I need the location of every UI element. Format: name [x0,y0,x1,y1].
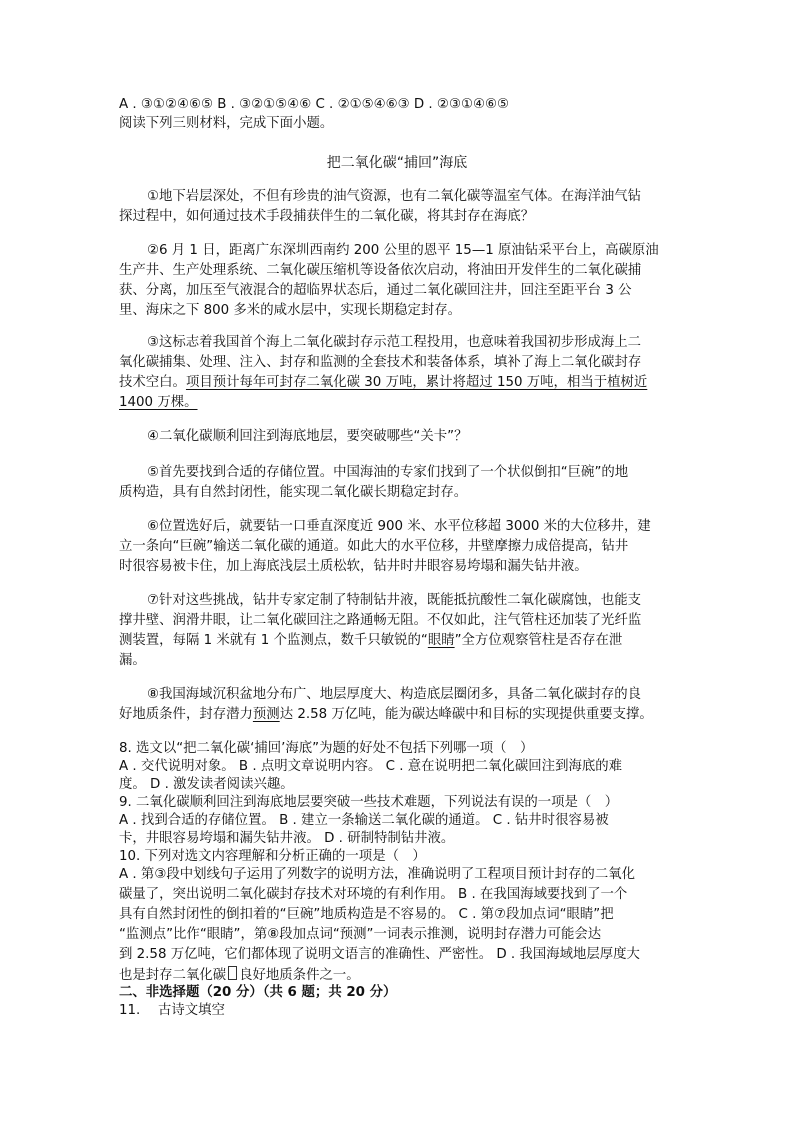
paragraph-2-line: 里、海床之下 800 多米的咸水层中，实现长期稳定封存。 [119,303,462,318]
question-10-options: A . 第③段中划线句子运用了列数字的说明方法，准确说明了工程项目预计封存的二氧化 [119,867,635,882]
paragraph-1-line: 探过程中，如何通过技术手段捕获伴生的二氧化碳，将其封存在海底？ [119,209,535,224]
question-10-options: 到 2.58 万亿吨，它们都体现了说明文语言的准确性、严密性。 D . 我国海域地层厚度大 [119,947,640,962]
paragraph-7-line [119,632,622,650]
paragraph-3-line: 氧化碳捕集、处理、注入、封存和监测的全套技术和装备体系，填补了海上二氧化碳封存 [119,355,642,370]
paragraph-8-line [119,706,653,724]
paragraph-4: ④二氧化碳顺利回注到海底地层，要突破哪些“关卡”？ [147,429,468,444]
question-10-options: 碳量了，突出说明二氧化碳封存技术对环境的有利作用。 B . 在我国海域要找到了一个 [119,887,628,902]
paragraph-6-line: ⑥位置选好后，就要钻一口垂直深度近 900 米、水平位移超 3000 米的大位移井，建 [147,519,651,534]
question-8-options: A . 交代说明对象。 B . 点明文章说明内容。 C . 意在说明把二氧化碳回注到海底的难 [119,759,623,774]
question-10-text: 也是封存二氧化碳 [119,968,227,983]
paragraph-3-line [119,394,198,412]
question-10-text: 良好地质条件之一。 [239,968,360,983]
question-9-options: A . 找到合适的存储位置。 B . 建立一条输送二氧化碳的通道。 C . 钻井时很容易被 [119,813,609,828]
question-10-options: 具有自然封闭性的倒扣着的“巨碗”地质构造是不容易的。 C . 第⑦段加点词“眼睛”把 [119,907,614,922]
previous-question-options: A . ③①②④⑥⑤ B . ③②①⑤④⑥ C . ②①⑤④⑥③ D . ②③①④⑥⑤ [119,97,509,112]
paragraph-2-line: ②6 月 1 日，距离广东深圳西南约 200 公里的恩平 15—1 原油钻采平台上，高碳原油 [147,243,659,258]
question-9-options: 卡，井眼容易垮塌和漏失钻井液。 D . 研制特制钻井液。 [119,831,455,846]
paragraph-7-line: 撑井壁、润滑井眼，让二氧化碳回注之路通畅无阻。不仅如此，注气管柱还加装了光纤监 [119,613,642,628]
paragraph-6-line: 时很容易被卡住，加上海底浅层土质松软，钻井时井眼容易垮塌和漏失钻井液。 [119,559,588,574]
paragraph-5-line: ⑤首先要找到合适的存储位置。中国海油的专家们找到了一个状似倒扣“巨碗”的地 [147,465,629,480]
question-9-stem: 9. 二氧化碳顺利回注到海底地层要突破一些技术难题，下列说法有误的一项是（ ） [119,795,619,810]
paragraph-7-line: 漏。 [119,653,146,668]
underlined-sentence-end: 1400 万棵。 [119,395,198,410]
paragraph-2-line: 生产井、生产处理系统、二氧化碳压缩机等设备依次启动，将油田开发伴生的二氧化碳捕 [119,263,642,278]
question-10-options: “监测点”比作“眼睛”，第⑧段加点词“预测”一词表示推测，说明封存潜力可能会达 [119,927,602,942]
paragraph-5-line: 质构造，具有自然封闭性，能实现二氧化碳长期稳定封存。 [119,485,468,500]
paragraph-8-line: ⑧我国海域沉积盆地分布广、地层厚度大、构造底层圈闭多，具备二氧化碳封存的良 [147,687,642,702]
question-11-heading: 11. 古诗文填空 [119,1003,225,1018]
section-2-heading: 二、非选择题（20 分）（共 6 题；共 20 分） [119,985,397,1000]
question-10-stem: 10. 下列对选文内容理解和分析正确的一项是（ ） [119,849,426,864]
paragraph-8-text: 达 2.58 万亿吨，能为碳达峰碳中和目标的实现提供重要支撑。 [279,707,653,722]
paragraph-7-text: ”全方位观察管柱是否存在泄 [454,633,623,648]
reading-instruction: 阅读下列三则材料，完成下面小题。 [119,116,334,131]
paragraph-6-line: 立一条向“巨碗”输送二氧化碳的通道。如此大的水平位移，井壁摩擦力成倍提高，钻井 [119,539,629,554]
question-8-options: 度。 D . 激发读者阅读兴趣。 [119,777,294,792]
question-8-stem: 8. 选文以“把二氧化碳‘捕回’海底”为题的好处不包括下列哪一项（ ） [119,741,534,756]
paragraph-1-line: ①地下岩层深处，不但有珍贵的油气资源，也有二氧化碳等温室气体。在海洋油气钻 [147,189,642,204]
underlined-sentence: 项目预计每年可封存二氧化碳 30 万吨，累计将超过 150 万吨，相当于植树近 [185,375,648,390]
question-10-options [119,966,360,985]
paragraph-8-text: 好地质条件，封存潜力 [119,707,253,722]
paragraph-3-line [119,374,647,392]
paragraph-3-line: ③这标志着我国首个海上二氧化碳封存示范工程投用，也意味着我国初步形成海上二 [147,335,642,350]
emphasized-word-eyes: 眼睛 [427,633,455,648]
emphasized-word-predict: 预测 [252,707,280,722]
paragraph-7-line: ⑦针对这些挑战，钻井专家定制了特制钻井液，既能抵抗酸性二氧化碳腐蚀，也能支 [147,593,642,608]
article-title: 把二氧化碳“捕回”海底 [326,155,468,171]
paragraph-3-text: 技术空白。 [119,375,186,390]
missing-glyph-box [228,966,237,980]
paragraph-7-text: 测装置，每隔 1 米就有 1 个监测点，数千只敏锐的“ [119,633,428,648]
paragraph-2-line: 获、分离，加压至气液混合的超临界状态后，通过二氧化碳回注井，回注至距平台 3 公 [119,283,632,298]
